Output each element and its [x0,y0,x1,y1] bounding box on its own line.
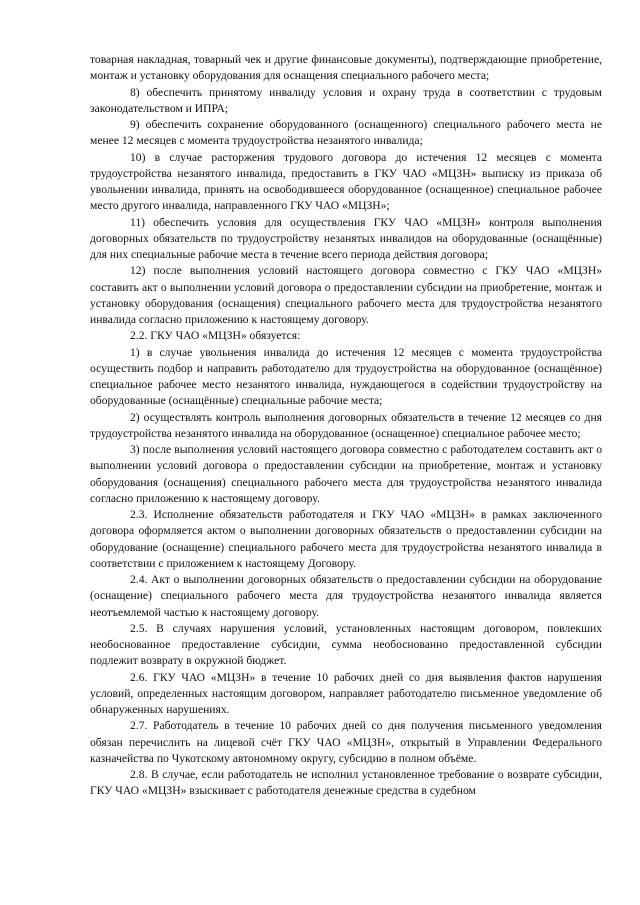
paragraph-2-3: 2.3. Исполнение обязательств работодателя и ГКУ ЧАО «МЦЗН» в рамках заключенного договора оформляется актом о выполнении договорных обязательств о предоставлении субсидии на оборудование (оснащение) специального рабочего места для трудоустройства незанятого инвалида в соответствии с приложением к настоящему Договору. [90,508,602,570]
paragraph-item-11: 11) обеспечить условия для осуществления ГКУ ЧАО «МЦЗН» контроля выполнения договорных обязательств по трудоустройству незанятых инвалидов на оборудованные (оснащённые) для них специальные рабочие места в течение всего периода действия договора; [90,215,602,261]
paragraph-2-2-item-2: 2) осуществлять контроль выполнения договорных обязательств в течение 12 месяцев со дня трудоустройства незанятого инвалида на оборудованное (оснащенное) специальное рабочее место; [90,410,602,440]
paragraph-2-2-item-1: 1) в случае увольнения инвалида до истечения 12 месяцев с момента трудоустройства осуществить подбор и направить работодателю для трудоустройства на оборудованное (оснащённое) специальное рабочее место незанятого инвалида, нуждающегося в содействии трудоустройству на оборудованные (оснащённые) специальные рабочие места; [90,345,602,408]
paragraph-item-12: 12) после выполнения условий настоящего договора совместно с ГКУ ЧАО «МЦЗН» составить акт о выполнении условий договора о предоставлении субсидии на приобретение, монтаж и установку оборудования (оснащения) специального рабочего места для трудоустройства незанятого инвалида согласно приложению к настоящему договору. [90,264,602,326]
paragraph-item-8: 8) обеспечить принятому инвалиду условия и охрану труда в соответствии с трудовым законодательством и ИПРА; [90,85,602,115]
paragraph-2-6: 2.6. ГКУ ЧАО «МЦЗН» в течение 10 рабочих дней со дня выявления фактов нарушения условий, определенных настоящим договором, направляет работодателю письменное уведомление об обнаруженных нарушениях. [90,670,602,716]
document-page [90,52,602,800]
paragraph-2-4: 2.4. Акт о выполнении договорных обязательств о предоставлении субсидии на оборудование (оснащение) специального рабочего места для трудоустройства незанятого инвалида является неотъемлемой частью к настоящему договору. [90,573,602,619]
paragraph-continuation: товарная накладная, товарный чек и другие финансовые документы), подтверждающие приобретение, монтаж и установку оборудования для оснащения специального рабочего места; [90,53,602,83]
section-2-2-heading: 2.2. ГКУ ЧАО «МЦЗН» обязуется: [130,329,301,343]
paragraph-2-7: 2.7. Работодатель в течение 10 рабочих дней со дня получения письменного уведомления обязан перечислить на лицевой счёт ГКУ ЧАО «МЦЗН», открытый в Управлении Федерального казначейства по Чукотскому автономному округу, субсидию в полном объёме. [90,719,602,765]
paragraph-2-5: 2.5. В случаях нарушения условий, установленных настоящим договором, повлекших необоснованное предоставление субсидии, сумма необоснованно предоставленной субсидии подлежит возврату в окружной бюджет. [90,621,602,668]
paragraph-2-2-item-3: 3) после выполнения условий настоящего договора совместно с работодателем составить акт о выполнении условий договора о предоставлении субсидии на приобретение, монтаж и установку оборудования (оснащения) специального рабочего места для трудоустройства незанятого инвалида согласно приложению к настоящему договору. [90,443,602,505]
paragraph-2-8: 2.8. В случае, если работодатель не исполнил установленное требование о возврате субсидии, ГКУ ЧАО «МЦЗН» взыскивает с работодателя денежные средства в судебном [90,768,602,798]
paragraph-item-9: 9) обеспечить сохранение оборудованного (оснащенного) специального рабочего места не менее 12 месяцев с момента трудоустройства незанятого инвалида; [90,118,602,148]
paragraph-item-10: 10) в случае расторжения трудового договора до истечения 12 месяцев с момента трудоустройства незанятого инвалида, предоставить в ГКУ ЧАО «МЦЗН» выписку из приказа об увольнении инвалида, принять на освободившееся оборудованное (оснащенное) специальное рабочее место другого инвалида, направленного ГКУ ЧАО «МЦЗН»; [90,150,602,213]
